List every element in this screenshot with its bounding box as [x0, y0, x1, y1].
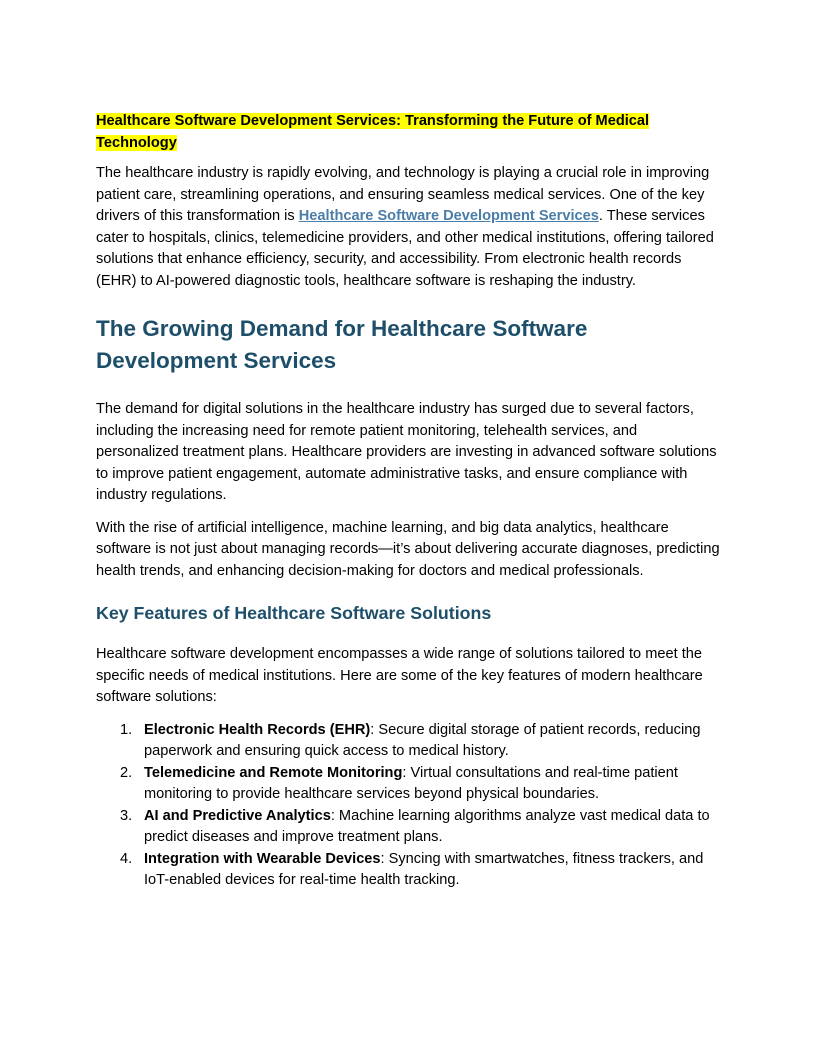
feature-description: : Secure digital storage of patient records, reducing paperwork and ensuring quick access to medical history. — [144, 721, 701, 759]
list-item — [96, 849, 720, 892]
feature-description: : Syncing with smartwatches, fitness trackers, and IoT-enabled devices for real-time health tracking. — [144, 850, 704, 888]
document-body — [96, 111, 720, 892]
section-heading-key-features: Key Features of Healthcare Software Solutions — [96, 603, 492, 623]
list-item — [96, 763, 720, 806]
feature-description: : Machine learning algorithms analyze vast medical data to predict diseases and improve treatment plans. — [144, 807, 710, 845]
list-number: 2. — [120, 764, 133, 781]
feature-term: Telemedicine and Remote Monitoring — [144, 764, 403, 781]
document-title-line-2 — [96, 133, 720, 155]
document-title-line-1 — [96, 111, 720, 133]
list-number: 3. — [120, 807, 133, 824]
list-number: 4. — [120, 850, 133, 867]
intro-text-after-link: . These services cater to hospitals, clinics, telemedicine providers, and other medical institutions, offering tailored solutions that enhance efficiency, security, and accessibility. From electronic health records (EHR) to AI-powered diagnostic tools, healthcare software is reshaping the industry. — [96, 208, 714, 289]
list-item — [96, 806, 720, 849]
feature-term: Electronic Health Records (EHR) — [144, 721, 371, 738]
ai-rise-paragraph: With the rise of artificial intelligence, machine learning, and big data analytics, healthcare software is not just about managing records—it’s about delivering accurate diagnoses, predicting health trends, and enhancing decision-making for doctors and medical professionals. — [96, 519, 720, 579]
section-heading-growing-demand — [96, 313, 720, 376]
section-heading-line-1: The Growing Demand for Healthcare Software — [96, 316, 588, 341]
intro-paragraph — [96, 163, 720, 292]
features-list — [96, 720, 720, 892]
list-item — [96, 720, 720, 763]
section-heading-line-2: Development Services — [96, 347, 337, 373]
demand-paragraph: The demand for digital solutions in the healthcare industry has surged due to several factors, including the increasing need for remote patient monitoring, telehealth services, and personalized treatment plans. Healthcare providers are investing in advanced software solutions to improve patient engagement, automate administrative tasks, and ensure compliance with industry regulations. — [96, 401, 717, 503]
features-intro-paragraph: Healthcare software development encompasses a wide range of solutions tailored to meet the specific needs of medical institutions. Here are some of the key features of modern healthcare software solutions: — [96, 646, 703, 705]
feature-term: AI and Predictive Analytics — [144, 807, 331, 824]
title-highlight-1: Healthcare Software Development Services: Transforming the Future of Medical — [96, 113, 650, 129]
feature-description: : Virtual consultations and real-time patient monitoring to provide healthcare services beyond physical boundaries. — [144, 764, 678, 802]
title-highlight-2: Technology — [96, 134, 177, 151]
list-number: 1. — [120, 721, 133, 738]
document-title — [96, 111, 720, 154]
feature-term: Integration with Wearable Devices — [144, 850, 381, 867]
healthcare-software-link[interactable]: Healthcare Software Development Services — [298, 208, 599, 224]
intro-text-before-link: The healthcare industry is rapidly evolving, and technology is playing a crucial role in improving patient care, streamlining operations, and ensuring seamless medical services. One of the key drivers of this transformation is — [96, 165, 710, 224]
